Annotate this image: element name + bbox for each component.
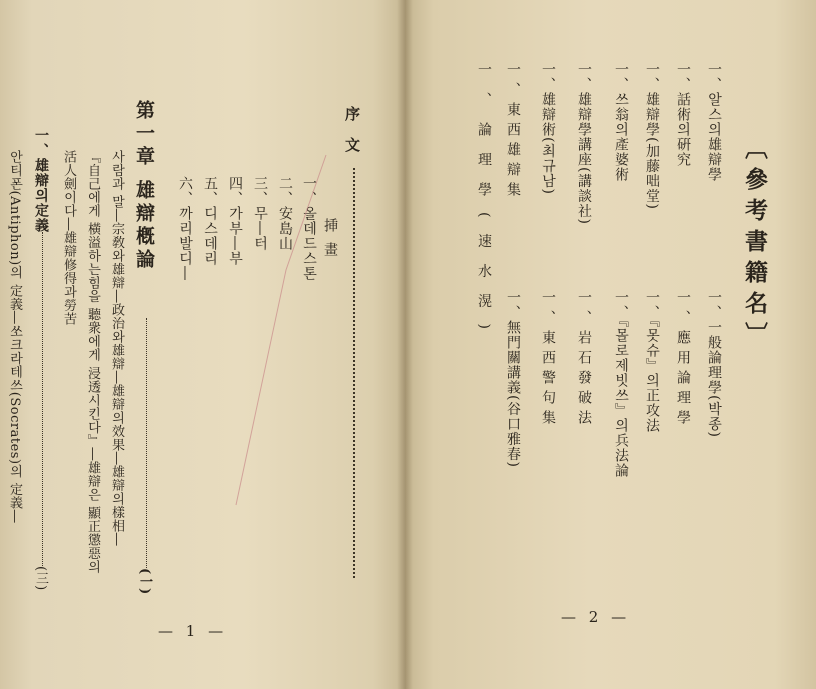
chapter-line-3: 活人劍이다―雄辯修得과勞苦 bbox=[61, 150, 76, 326]
ref-bottom-7: 一、無門關講義(谷口雅春) bbox=[505, 290, 521, 468]
preface-item-4: 四、가부―부 bbox=[227, 176, 243, 266]
right-page bbox=[405, 0, 816, 689]
ref-top-5: 一、雄辯學講座(講談社) bbox=[576, 62, 592, 225]
chapter-leader bbox=[146, 318, 147, 568]
ref-bottom-5: 一、岩石發破法 bbox=[576, 290, 592, 430]
left-page-number: — 1 — bbox=[158, 622, 228, 640]
section-line: 안티폰(Antiphon)의 定義―쏘크라테쓰(Socrates)의 定義― bbox=[7, 150, 22, 524]
ref-bottom-3: 一、『못슈』의正攻法 bbox=[644, 290, 660, 433]
chapter-page-ref: (一) bbox=[137, 568, 152, 595]
preface-item-1: 一、올데드스톤 bbox=[301, 176, 317, 281]
preface-item-illustrations: 挿畫 bbox=[322, 218, 338, 266]
section-leader bbox=[42, 232, 43, 566]
preface-item-5: 五、디스데리 bbox=[202, 176, 218, 266]
ref-top-2: 一、話術의硏究 bbox=[675, 62, 691, 167]
ref-top-8: 一、論理學(速水滉) bbox=[476, 62, 492, 345]
chapter-title: 第一章 雄辯槪論 bbox=[133, 100, 155, 272]
book-gutter bbox=[397, 0, 413, 689]
chapter-line-2: 『自己에게 橫溢하는힘을 聽衆에게 浸透시킨다』―雄辯은 顯正懲惡의 bbox=[85, 150, 100, 574]
preface-item-3: 三、무―터 bbox=[252, 176, 268, 251]
left-page bbox=[0, 0, 405, 689]
ref-top-1: 一、알스의雄辯學 bbox=[706, 62, 722, 182]
ref-top-6: 一、雄辯術(최규남) bbox=[540, 62, 556, 195]
chapter-line-1: 사람과 말―宗敎와雄辯―政治와雄辯―雄辯의效果―雄辯의樣相― bbox=[109, 150, 124, 547]
ref-bottom-2: 一、應用論理學 bbox=[675, 290, 691, 430]
section-page-ref: (三) bbox=[33, 566, 48, 591]
ref-top-3: 一、雄辯學(加藤咄堂) bbox=[644, 62, 660, 210]
ref-bottom-6: 一、東西警句集 bbox=[540, 290, 556, 430]
reference-books-heading: 〔參考書籍名〕 bbox=[741, 136, 768, 353]
ref-top-7: 一、東西雄辯集 bbox=[505, 62, 521, 202]
ref-bottom-1: 一、一般論理學(박종) bbox=[706, 290, 722, 438]
preface-label: 序文 bbox=[343, 106, 361, 168]
ref-top-4: 一、쓰翁의產婆術 bbox=[613, 62, 629, 182]
section-title: 一、雄辯의定義 bbox=[33, 128, 49, 233]
right-page-number: — 2 — bbox=[561, 608, 631, 626]
preface-item-2: 二、安島山 bbox=[277, 176, 293, 251]
ref-bottom-4: 一、『몰로제빗쓰』의兵法論 bbox=[613, 290, 629, 478]
preface-item-6: 六、까리발디― bbox=[177, 176, 193, 281]
preface-leader bbox=[353, 168, 355, 578]
